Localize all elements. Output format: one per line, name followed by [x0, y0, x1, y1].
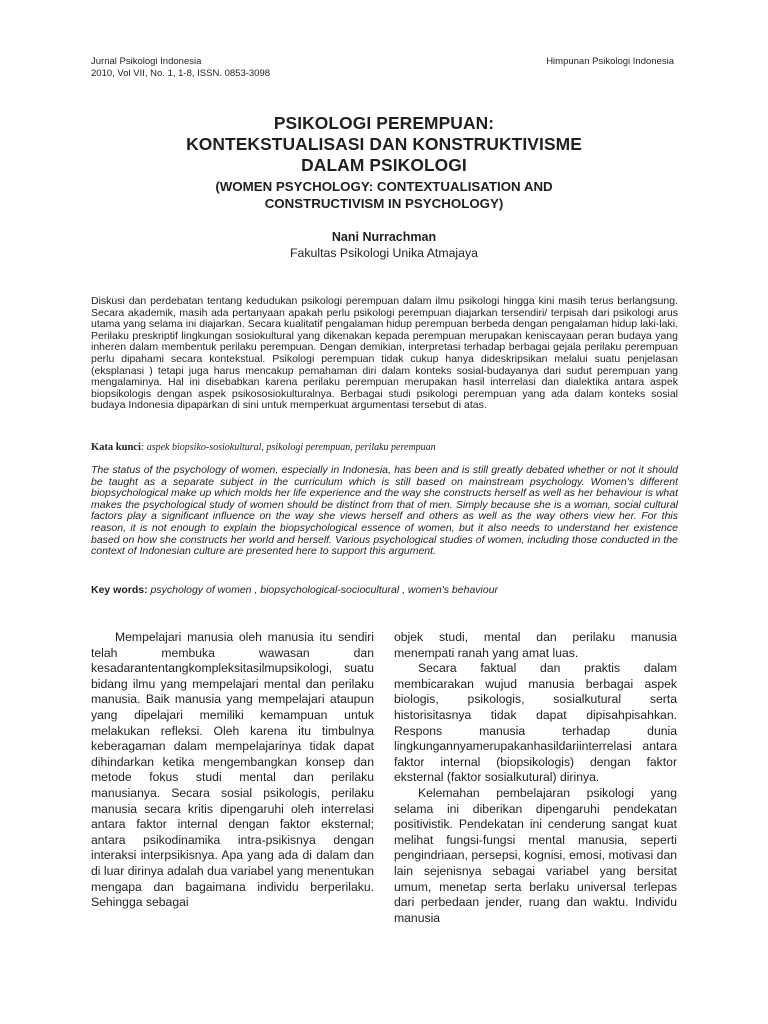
abstract-english: The status of the psychology of women, especially in Indonesia, has been and is still greatly debated whether or not it should be taught as a separate subject in the curriculum which is still based on mainstream psychology. Women's different biopsychological make up which molds her life experience and the way she constructs herself as well as her behaviour is what makes the psychological study of women should be distinct from that of men. Simply because she is a woman, social cultural factors play a significant influence on the way she views herself and others as well as the way others view her. For this reason, it is not enough to explain the biopsychological essence of women, but it also needs to understand her existence based on how she constructs her world and herself. Various psychological studies of women, including those conducted in the context of Indonesian culture are presented here to support this argument. [91, 464, 678, 558]
body-column-right [394, 630, 677, 926]
subtitle-line-1: (WOMEN PSYCHOLOGY: CONTEXTUALISATION AND [215, 179, 553, 194]
title-line-2: KONTEKSTUALISASI DAN KONSTRUKTIVISME [186, 134, 582, 154]
publisher-name: Himpunan Psikologi Indonesia [546, 56, 674, 67]
body-paragraph: Mempelajari manusia oleh manusia itu sendiri telah membuka wawasan dan kesadarantentangkompleksitasilmupsikologi, suatu bidang ilmu yang mempelajari mental dan perilaku manusia. Baik manusia yang mempelajari ataupun yang dipelajari memiliki kemampuan untuk melakukan refleksi. Oleh karena itu timbulnya keberagaman dalam mempelajarinya tidak dapat dihindarkan ketika mengembangkan konsep dan metode fokus studi mental dan perilaku manusianya. Secara sosial psikologis, perilaku manusia secara kritis dipengaruhi oleh interrelasi antara faktor internal dengan faktor eksternal; antara psikodinamika intra-psikisnya dengan interaksi interpsikisnya. Apa yang ada di dalam dan di luar dirinya adalah dua variabel yang menentukan mengapa dan bagaimana individu berperilaku. Sehingga sebagai [91, 630, 374, 910]
body-paragraph: Kelemahan pembelajaran psikologi yang selama ini diberikan dipengaruhi pendekatan positivistik. Pendekatan ini cenderung sangat kuat melihat fungsi-fungsi mental manusia, seperti pengindriaan, persepsi, kognisi, emosi, motivasi dan lain sejenisnya sebagai variabel yang bersitat umum, menetap serta berlaku universal terlepas dari perbedaan jender, ruang dan waktu. Individu manusia [394, 785, 677, 925]
keywords-label-id: Kata kunci [91, 442, 141, 453]
title-line-1: PSIKOLOGI PEREMPUAN: [273, 113, 495, 133]
keywords-text-en: psychology of women , biopsychological-sociocultural , women's behaviour [147, 584, 499, 596]
subtitle-line-2: CONSTRUCTIVISM IN PSYCHOLOGY) [264, 196, 504, 211]
title-line-3: DALAM PSIKOLOGI [301, 155, 467, 175]
keywords-indonesian [91, 441, 678, 454]
abstract-indonesian: Diskusi dan perdebatan tentang kedudukan psikologi perempuan dalam ilmu psikologi hingga kini masih terus berlangsung. Secara akademik, masih ada pertanyaan apakah perlu psikologi perempuan diajarkan tersendiri/ terpisah dari psikologi arus utama yang selama ini diajarkan. Secara kualitatif pengalaman hidup perempuan berbeda dengan pengalaman hidup laki-laki. Perilaku preskriptif lingkungan sosiokultural yang dikenakan kepada perempuan merupakan keniscayaan peran budaya yang inheren dalam membentuk perilaku perempuan. Dengan demikian, interpretasi terhadap berbagai gejala perilaku perempuan perlu dipahami secara kontekstual. Psikologi perempuan tidak cukup hanya dideskripsikan melalui suatu penjelasan (eksplanasi ) tetapi juga harus mencakup pemahaman diri dalam konteks sosial-budayanya dari sudut perempuan yang mengalaminya. Hal ini disebabkan karena perilaku perempuan merupakan hasil interrelasi dan dialektika antara aspek biopsikologis dengan aspek psikososiokulturalnya. Berbagai studi psikologi perempuan yang ada dalam konteks sosial budaya Indonesia dipaparkan di sini untuk memperkuat argumentasi tersebut di atas. [91, 295, 678, 412]
journal-citation: 2010, Vol VII, No. 1, 1-8, ISSN. 0853-3098 [91, 68, 271, 79]
keywords-english [91, 584, 678, 597]
paper-subtitle [91, 178, 677, 212]
keywords-text-id: : aspek biopsiko-sosiokultural, psikologi perempuan, perilaku perempuan [140, 442, 436, 453]
body-paragraph: objek studi, mental dan perilaku manusia menempati ranah yang amat luas. [394, 630, 677, 660]
journal-name: Jurnal Psikologi Indonesia [91, 56, 202, 67]
journal-header [91, 56, 270, 80]
paper-title [91, 113, 677, 176]
body-paragraph: Secara faktual dan praktis dalam membicarakan wujud manusia berbagai aspek biologis, psikologis, sosialkutural serta historisitasnya tidak dapat dipisahpisahkan. Respons manusia terhadap dunia lingkungannyamerupakanhasildariinterrelasi antara faktor internal (biopsikologis) dengan faktor eksternal (faktor sosialkutural) dirinya. [394, 661, 677, 785]
body-column-left [91, 630, 374, 911]
author-affiliation: Fakultas Psikologi Unika Atmajaya [290, 246, 478, 260]
keywords-label-en: Key words: [91, 584, 148, 596]
author-name: Nani Nurrachman [331, 230, 437, 244]
